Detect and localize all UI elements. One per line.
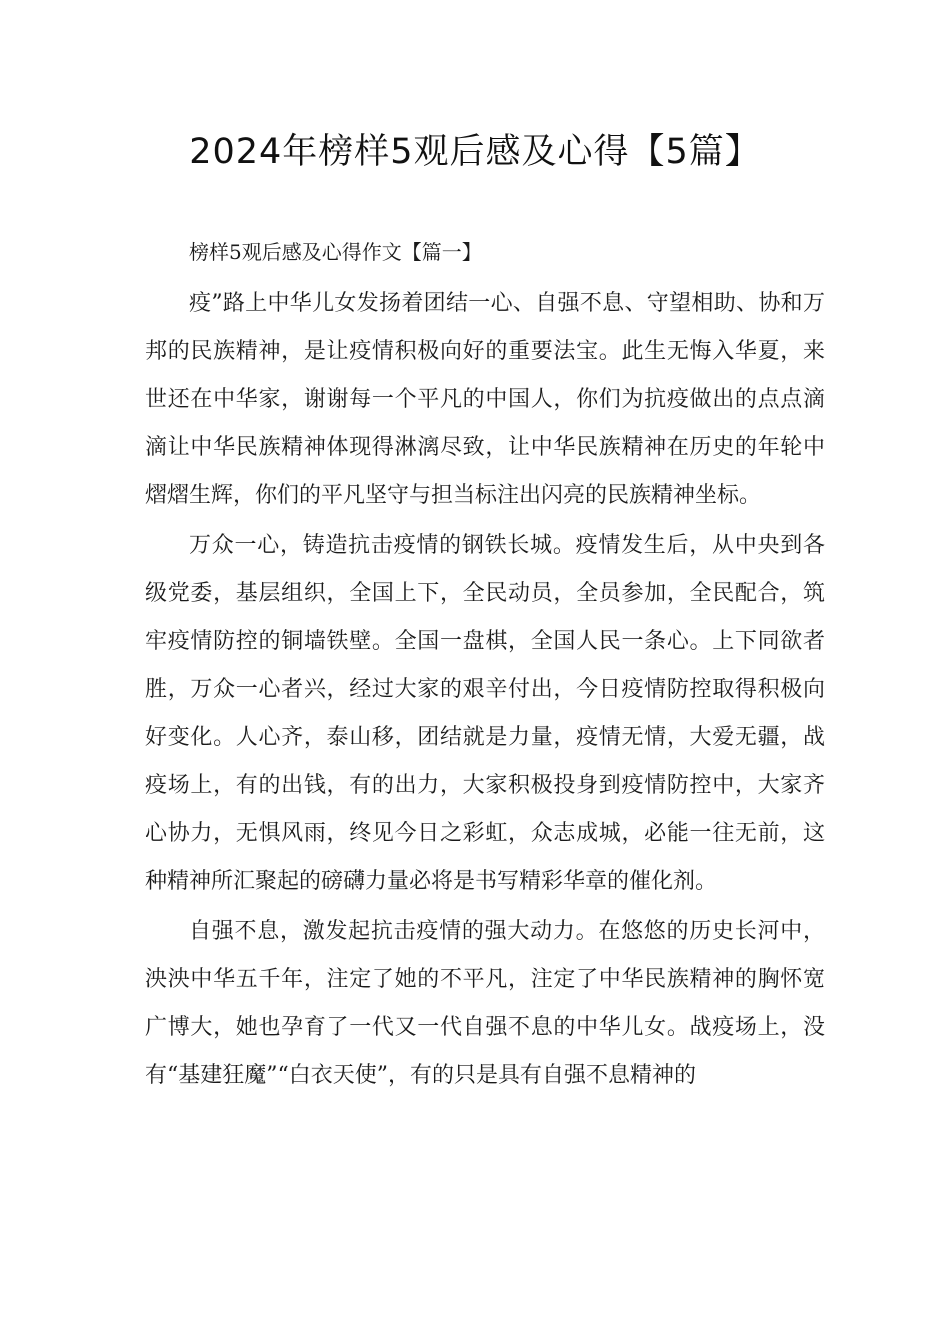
paragraph-2: 万众一心，铸造抗击疫情的钢铁长城。疫情发生后，从中央到各级党委，基层组织，全国上下，全民动员，全员参加，全民配合，筑牢疫情防控的铜墙铁壁。全国一盘棋，全国人民一条心。上下同欲者胜，万众一心者兴，经过大家的艰辛付出，今日疫情防控取得积极向好变化。人心齐，泰山移，团结就是力量，疫情无情，大爱无疆，战疫场上，有的出钱，有的出力，大家积极投身到疫情防控中，大家齐心协力，无惧风雨，终见今日之彩虹，众志成城，必能一往无前，这种精神所汇聚起的磅礴力量必将是书写精彩华章的催化剂。 — [145, 533, 825, 894]
section-heading: 榜样5观后感及心得作文【篇一】 — [189, 240, 482, 264]
paragraph-1: 疫”路上中华儿女发扬着团结一心、自强不息、守望相助、协和万邦的民族精神，是让疫情积极向好的重要法宝。此生无悔入华夏，来世还在中华家，谢谢每一个平凡的中国人，你们为抗疫做出的点点滴滴让中华民族精神体现得淋漓尽致，让中华民族精神在历史的年轮中熠熠生辉，你们的平凡坚守与担当标注出闪亮的民族精神坐标。 — [145, 291, 825, 508]
document-title: 2024年榜样5观后感及心得【5篇】 — [189, 132, 761, 172]
paragraph-3: 自强不息，激发起抗击疫情的强大动力。在悠悠的历史长河中，泱泱中华五千年，注定了她的不平凡，注定了中华民族精神的胸怀宽广博大，她也孕育了一代又一代自强不息的中华儿女。战疫场上，没有“基建狂魔”“白衣天使”，有的只是具有自强不息精神的 — [145, 919, 825, 1088]
document-body — [145, 232, 825, 1100]
